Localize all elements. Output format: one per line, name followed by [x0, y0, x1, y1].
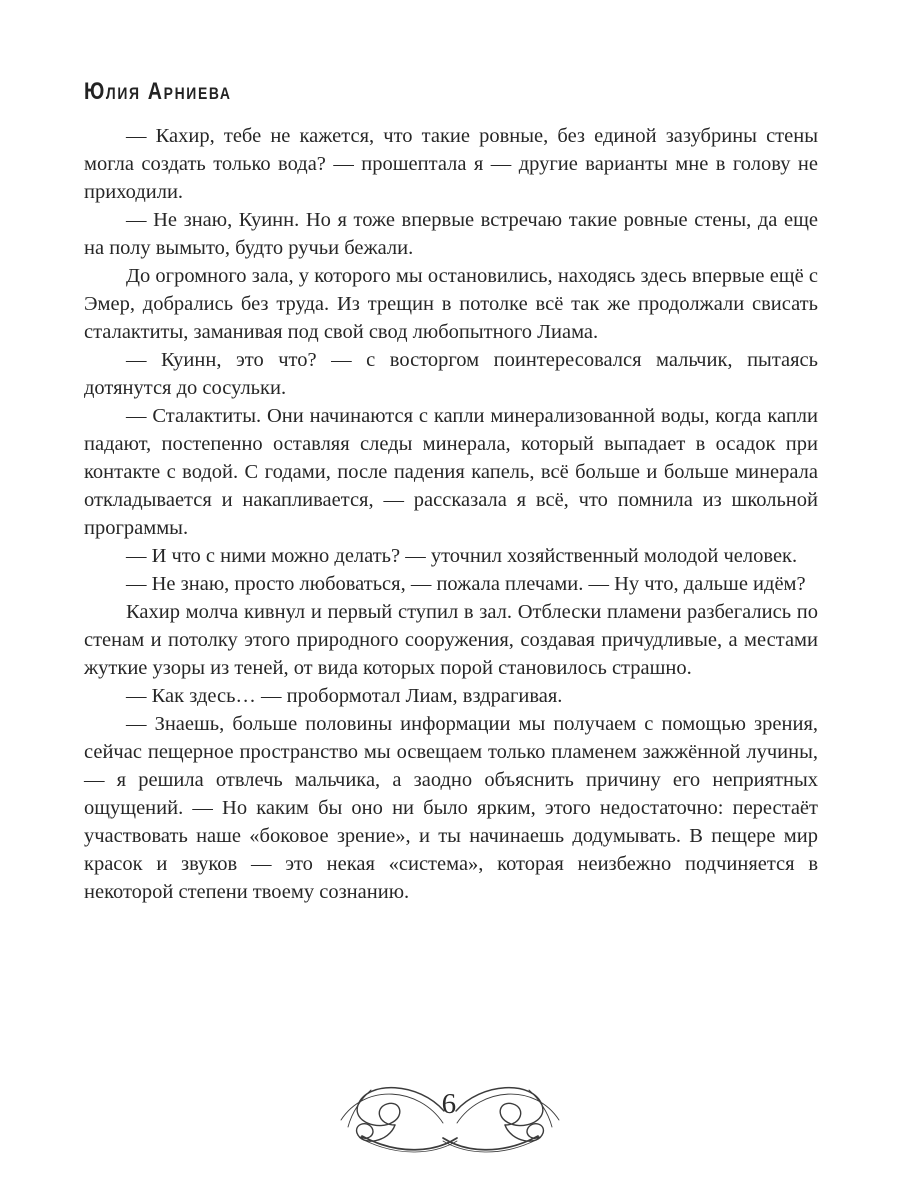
- page-number: 6: [441, 1088, 457, 1120]
- paragraph: — Не знаю, Куинн. Но я тоже впервые встречаю такие ровные стены, да еще на полу вымыто, будто ручьи бежали.: [84, 209, 818, 259]
- paragraph: — Знаешь, больше половины информации мы получаем с помощью зрения, сейчас пещерное пространство мы освещаем только пламенем зажжённой лучины, — я решила отвлечь мальчика, а заодно объяснить причину его неприятных ощущений. — Но каким бы оно ни было ярким, этого недостаточно: перестаёт участвовать наше «боковое зрение», и ты начинаешь додумывать. В пещере мир красок и звуков — это некая «система», которая неизбежно подчиняется в некоторой степени твоему сознанию.: [84, 713, 818, 903]
- paragraph: — И что с ними можно делать? — уточнил хозяйственный молодой человек.: [126, 545, 798, 567]
- paragraph: — Как здесь… — пробормотал Лиам, вздрагивая.: [126, 685, 563, 707]
- page-footer: [335, 1078, 565, 1162]
- paragraph: До огромного зала, у которого мы остановились, находясь здесь впервые ещё с Эмер, добрались без труда. Из трещин в потолке всё так же продолжали свисать сталактиты, заманивая под свой свод любопытного Лиама.: [84, 265, 818, 343]
- page-text: [84, 122, 818, 906]
- paragraph: — Сталактиты. Они начинаются с капли минерализованной воды, когда капли падают, постепенно оставляя следы минерала, который выпадает в осадок при контакте с водой. С годами, после падения капель, всё больше и больше минерала откладывается и накапливается, — рассказала я всё, что помнила из школьной программы.: [84, 405, 818, 539]
- paragraph: — Куинн, это что? — с восторгом поинтересовался мальчик, пытаясь дотянутся до сосульки.: [84, 349, 818, 399]
- paragraph: — Не знаю, просто любоваться, — пожала плечами. — Ну что, дальше идём?: [126, 573, 806, 595]
- author-name: Юлия Арниева: [84, 78, 232, 105]
- paragraph: — Кахир, тебе не кажется, что такие ровные, без единой зазубрины стены могла создать только вода? — прошептала я — другие варианты мне в голову не приходили.: [84, 125, 818, 203]
- paragraph: Кахир молча кивнул и первый ступил в зал. Отблески пламени разбегались по стенам и потолку этого природного сооружения, создавая причудливые, а местами жуткие узоры из теней, от вида которых порой становилось страшно.: [84, 601, 818, 679]
